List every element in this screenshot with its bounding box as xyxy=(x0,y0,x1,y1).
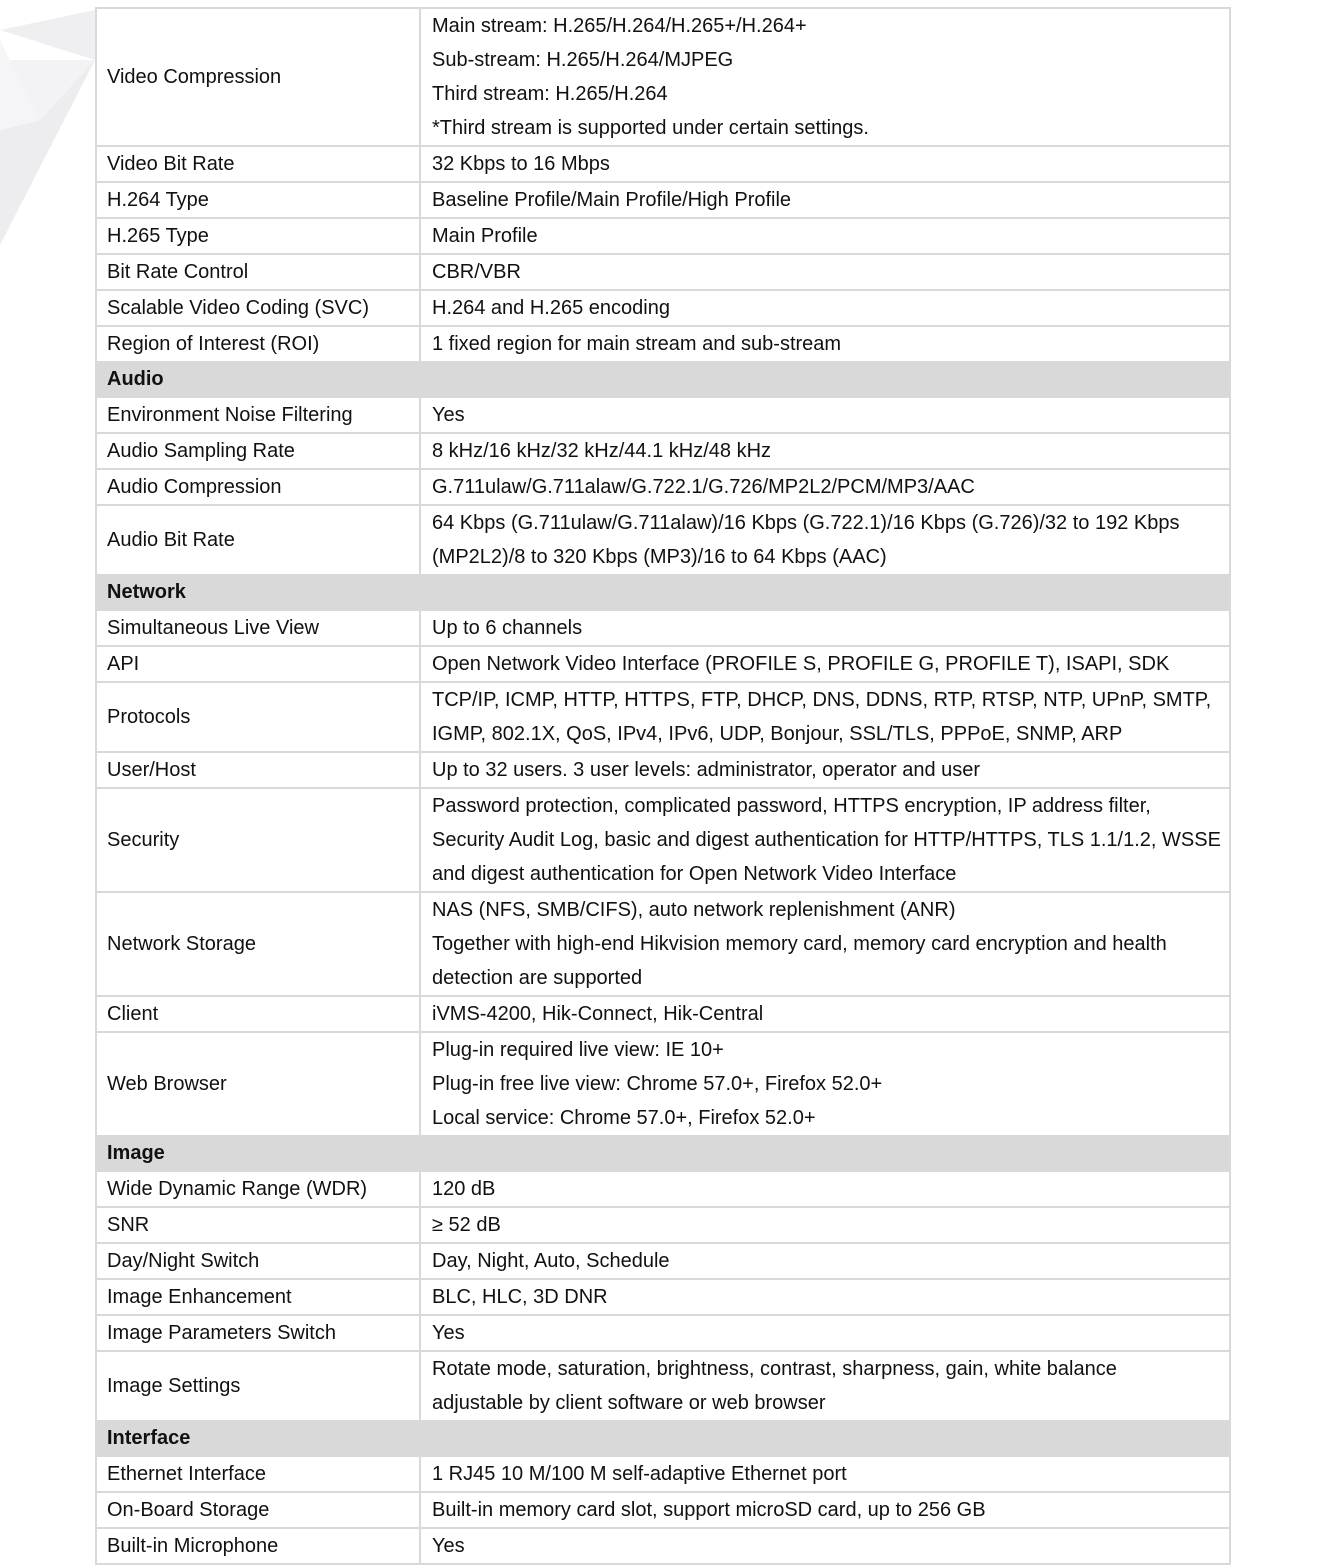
spec-value-cell xyxy=(420,1456,1230,1492)
spec-value-line: Built-in memory card slot, support microSD card, up to 256 GB xyxy=(432,1499,986,1521)
spec-value-line: Rotate mode, saturation, brightness, contrast, sharpness, gain, white balance xyxy=(432,1358,1117,1380)
spec-label-cell xyxy=(96,610,420,646)
spec-value-line: 1 RJ45 10 M/100 M self-adaptive Ethernet port xyxy=(432,1463,847,1485)
spec-value-line: Sub-stream: H.265/H.264/MJPEG xyxy=(432,49,734,71)
spec-value-cell xyxy=(420,469,1230,505)
spec-value-line: Security Audit Log, basic and digest authentication for HTTP/HTTPS, TLS 1.1/1.2, WSSE xyxy=(432,829,1221,851)
spec-value-line: BLC, HLC, 3D DNR xyxy=(432,1286,608,1308)
spec-label-cell xyxy=(96,646,420,682)
spec-row xyxy=(96,469,1230,505)
spec-label-cell xyxy=(96,182,420,218)
section-title-text: Image xyxy=(107,1142,165,1164)
spec-value-line: 1 fixed region for main stream and sub-stream xyxy=(432,333,842,355)
spec-label-cell xyxy=(96,146,420,182)
spec-row xyxy=(96,1032,1230,1136)
spec-value-line: and digest authentication for Open Network Video Interface xyxy=(432,863,957,885)
spec-label-cell xyxy=(96,8,420,146)
spec-row xyxy=(96,146,1230,182)
spec-row xyxy=(96,218,1230,254)
spec-row xyxy=(96,892,1230,996)
spec-value-line: NAS (NFS, SMB/CIFS), auto network replenishment (ANR) xyxy=(432,899,956,921)
section-header xyxy=(96,1136,1230,1171)
spec-row xyxy=(96,433,1230,469)
spec-label: Audio Compression xyxy=(107,476,282,498)
spec-label: Network Storage xyxy=(107,933,256,955)
spec-row xyxy=(96,610,1230,646)
spec-label-cell xyxy=(96,996,420,1032)
spec-label: Simultaneous Live View xyxy=(107,617,319,639)
spec-row xyxy=(96,752,1230,788)
spec-value-line: Baseline Profile/Main Profile/High Profile xyxy=(432,189,792,211)
section-header xyxy=(96,575,1230,610)
spec-value-line: Up to 6 channels xyxy=(432,617,583,639)
watermark-logo xyxy=(0,0,110,260)
spec-label-cell xyxy=(96,1207,420,1243)
spec-value-cell xyxy=(420,254,1230,290)
section-header xyxy=(96,362,1230,397)
spec-label: Image Parameters Switch xyxy=(107,1322,336,1344)
spec-value-line: Up to 32 users. 3 user levels: administrator, operator and user xyxy=(432,759,981,781)
spec-value-cell xyxy=(420,1279,1230,1315)
spec-value-cell xyxy=(420,505,1230,575)
spec-value-cell xyxy=(420,788,1230,892)
spec-label-cell xyxy=(96,1456,420,1492)
spec-value-cell xyxy=(420,8,1230,146)
spec-label-cell xyxy=(96,682,420,752)
spec-label: Protocols xyxy=(107,706,191,728)
spec-value-line: TCP/IP, ICMP, HTTP, HTTPS, FTP, DHCP, DNS, DDNS, RTP, RTSP, NTP, UPnP, SMTP, xyxy=(432,689,1212,711)
spec-value-line: *Third stream is supported under certain settings. xyxy=(432,117,869,139)
spec-row xyxy=(96,1171,1230,1207)
spec-label: Scalable Video Coding (SVC) xyxy=(107,297,370,319)
spec-value-cell xyxy=(420,1032,1230,1136)
spec-value-cell xyxy=(420,996,1230,1032)
spec-label-cell xyxy=(96,1351,420,1421)
section-title xyxy=(96,362,1230,397)
spec-row xyxy=(96,505,1230,575)
spec-row xyxy=(96,290,1230,326)
spec-value-cell xyxy=(420,1243,1230,1279)
spec-value-line: adjustable by client software or web browser xyxy=(432,1392,826,1414)
spec-value-cell xyxy=(420,290,1230,326)
spec-label-cell xyxy=(96,505,420,575)
spec-value-line: Day, Night, Auto, Schedule xyxy=(432,1250,670,1272)
spec-label-cell xyxy=(96,1279,420,1315)
spec-value-cell xyxy=(420,1207,1230,1243)
spec-value-cell xyxy=(420,326,1230,362)
spec-row xyxy=(96,8,1230,146)
spec-value-cell xyxy=(420,397,1230,433)
spec-label: Image Enhancement xyxy=(107,1286,292,1308)
spec-label: H.264 Type xyxy=(107,189,209,211)
spec-label-cell xyxy=(96,326,420,362)
section-title xyxy=(96,1136,1230,1171)
spec-label: On-Board Storage xyxy=(107,1499,270,1521)
spec-row xyxy=(96,1279,1230,1315)
spec-label-cell xyxy=(96,1528,420,1564)
spec-row xyxy=(96,788,1230,892)
spec-value-cell xyxy=(420,1315,1230,1351)
spec-row xyxy=(96,1351,1230,1421)
spec-label: Client xyxy=(107,1003,159,1025)
spec-value-cell xyxy=(420,646,1230,682)
spec-value-line: Together with high-end Hikvision memory card, memory card encryption and health xyxy=(432,933,1167,955)
spec-label: Day/Night Switch xyxy=(107,1250,260,1272)
spec-value-line: G.711ulaw/G.711alaw/G.722.1/G.726/MP2L2/PCM/MP3/AAC xyxy=(432,476,975,498)
spec-label: Wide Dynamic Range (WDR) xyxy=(107,1178,368,1200)
spec-value-line: ≥ 52 dB xyxy=(432,1214,501,1236)
spec-row xyxy=(96,1456,1230,1492)
section-title xyxy=(96,1421,1230,1456)
spec-value-line: IGMP, 802.1X, QoS, IPv4, IPv6, UDP, Bonjour, SSL/TLS, PPPoE, SNMP, ARP xyxy=(432,723,1123,745)
spec-value-line: Plug-in required live view: IE 10+ xyxy=(432,1039,724,1061)
spec-value-cell xyxy=(420,433,1230,469)
spec-label: API xyxy=(107,653,140,675)
spec-label: H.265 Type xyxy=(107,225,209,247)
spec-row xyxy=(96,646,1230,682)
spec-value-cell xyxy=(420,682,1230,752)
spec-value-cell xyxy=(420,1351,1230,1421)
spec-value-line: Plug-in free live view: Chrome 57.0+, Firefox 52.0+ xyxy=(432,1073,883,1095)
spec-label: Video Compression xyxy=(107,66,282,88)
spec-value-line: CBR/VBR xyxy=(432,261,521,283)
spec-label: Region of Interest (ROI) xyxy=(107,333,320,355)
spec-row xyxy=(96,1207,1230,1243)
spec-table-body xyxy=(96,8,1230,1564)
spec-row xyxy=(96,326,1230,362)
spec-row xyxy=(96,254,1230,290)
spec-label-cell xyxy=(96,1171,420,1207)
spec-value-line: Main Profile xyxy=(432,225,538,247)
spec-row xyxy=(96,996,1230,1032)
spec-label: Audio Sampling Rate xyxy=(107,440,295,462)
spec-label: Audio Bit Rate xyxy=(107,529,235,551)
spec-value-line: (MP2L2)/8 to 320 Kbps (MP3)/16 to 64 Kbps (AAC) xyxy=(432,546,887,568)
section-title-text: Interface xyxy=(107,1427,191,1449)
spec-row xyxy=(96,397,1230,433)
spec-value-line: 120 dB xyxy=(432,1178,496,1200)
spec-row xyxy=(96,1528,1230,1564)
spec-label-cell xyxy=(96,1243,420,1279)
spec-row xyxy=(96,682,1230,752)
spec-label: Built-in Microphone xyxy=(107,1535,279,1557)
spec-label: Security xyxy=(107,829,180,851)
spec-value-cell xyxy=(420,146,1230,182)
spec-label-cell xyxy=(96,1032,420,1136)
spec-value-cell xyxy=(420,752,1230,788)
spec-row xyxy=(96,1243,1230,1279)
section-title xyxy=(96,575,1230,610)
spec-value-cell xyxy=(420,1171,1230,1207)
spec-row xyxy=(96,1315,1230,1351)
spec-value-line: Third stream: H.265/H.264 xyxy=(432,83,668,105)
spec-label: Web Browser xyxy=(107,1073,227,1095)
spec-value-line: detection are supported xyxy=(432,967,643,989)
spec-value-line: Password protection, complicated password, HTTPS encryption, IP address filter, xyxy=(432,795,1151,817)
spec-label-cell xyxy=(96,290,420,326)
spec-label: Image Settings xyxy=(107,1375,241,1397)
spec-value-cell xyxy=(420,218,1230,254)
spec-value-line: Open Network Video Interface (PROFILE S, PROFILE G, PROFILE T), ISAPI, SDK xyxy=(432,653,1170,675)
spec-label: Environment Noise Filtering xyxy=(107,404,353,426)
spec-value-line: Local service: Chrome 57.0+, Firefox 52.0+ xyxy=(432,1107,816,1129)
spec-value-cell xyxy=(420,1492,1230,1528)
spec-table xyxy=(95,7,1231,1565)
spec-row xyxy=(96,1492,1230,1528)
spec-value-line: Yes xyxy=(432,1535,465,1557)
spec-label: Bit Rate Control xyxy=(107,261,249,283)
spec-label-cell xyxy=(96,788,420,892)
spec-value-line: iVMS-4200, Hik-Connect, Hik-Central xyxy=(432,1003,764,1025)
spec-label: SNR xyxy=(107,1214,150,1236)
spec-value-line: Yes xyxy=(432,1322,465,1344)
section-title-text: Network xyxy=(107,581,186,603)
spec-label-cell xyxy=(96,433,420,469)
spec-label-cell xyxy=(96,218,420,254)
spec-value-cell xyxy=(420,182,1230,218)
section-title-text: Audio xyxy=(107,368,164,390)
spec-label-cell xyxy=(96,1315,420,1351)
spec-label-cell xyxy=(96,469,420,505)
spec-value-cell xyxy=(420,1528,1230,1564)
section-header xyxy=(96,1421,1230,1456)
spec-label-cell xyxy=(96,752,420,788)
spec-value-cell xyxy=(420,610,1230,646)
spec-row xyxy=(96,182,1230,218)
spec-label-cell xyxy=(96,397,420,433)
spec-label-cell xyxy=(96,254,420,290)
spec-label-cell xyxy=(96,892,420,996)
spec-value-line: 64 Kbps (G.711ulaw/G.711alaw)/16 Kbps (G.722.1)/16 Kbps (G.726)/32 to 192 Kbps xyxy=(432,512,1180,534)
spec-label: Ethernet Interface xyxy=(107,1463,266,1485)
spec-label-cell xyxy=(96,1492,420,1528)
spec-value-line: Main stream: H.265/H.264/H.265+/H.264+ xyxy=(432,15,807,37)
spec-value-line: H.264 and H.265 encoding xyxy=(432,297,670,319)
spec-value-line: 32 Kbps to 16 Mbps xyxy=(432,153,610,175)
spec-value-line: Yes xyxy=(432,404,465,426)
spec-value-line: 8 kHz/16 kHz/32 kHz/44.1 kHz/48 kHz xyxy=(432,440,772,462)
spec-value-cell xyxy=(420,892,1230,996)
spec-label: User/Host xyxy=(107,759,196,781)
spec-label: Video Bit Rate xyxy=(107,153,235,175)
